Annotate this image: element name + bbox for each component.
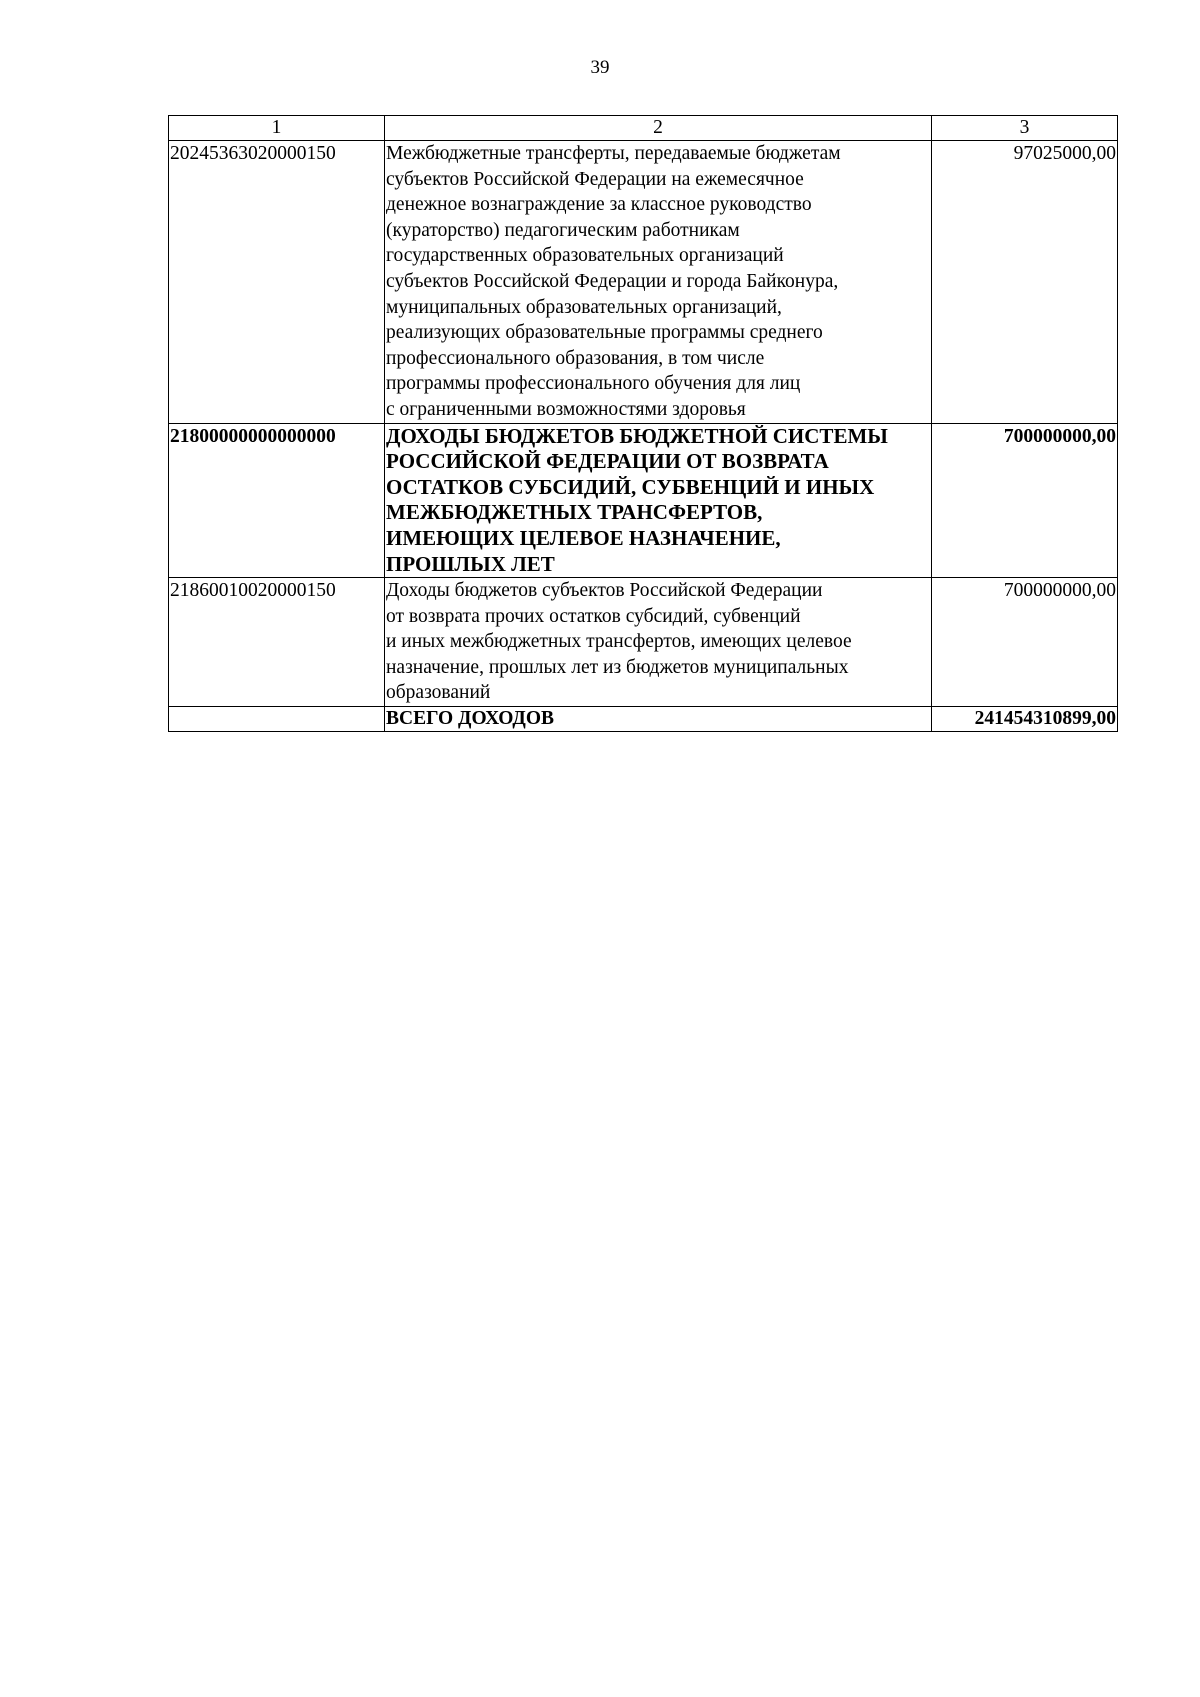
revenue-name-line: Межбюджетные трансферты, передаваемые бюджетам bbox=[386, 143, 841, 164]
table-row bbox=[169, 141, 1118, 424]
revenue-amount: 700000000,00 bbox=[932, 578, 1118, 707]
revenue-name-line: от возврата прочих остатков субсидий, субвенций bbox=[386, 605, 801, 627]
total-label: ВСЕГО ДОХОДОВ bbox=[385, 707, 932, 732]
table-total-row bbox=[169, 707, 1118, 732]
column-header-1: 1 bbox=[169, 116, 385, 141]
revenue-name-line: субъектов Российской Федерации на ежемесячное bbox=[386, 168, 804, 190]
revenue-name-line: профессионального образования, в том числе bbox=[386, 347, 765, 369]
revenue-name-line: образований bbox=[386, 682, 491, 704]
revenue-name-line: РОССИЙСКОЙ ФЕДЕРАЦИИ ОТ ВОЗВРАТА bbox=[386, 449, 829, 474]
revenue-table bbox=[168, 115, 1118, 732]
revenue-amount: 700000000,00 bbox=[932, 423, 1118, 578]
revenue-name bbox=[385, 141, 932, 424]
revenue-name-line: ИМЕЮЩИХ ЦЕЛЕВОЕ НАЗНАЧЕНИЕ, bbox=[386, 525, 781, 550]
table-row-section bbox=[169, 423, 1118, 578]
revenue-name-line: программы профессионального обучения для лиц bbox=[386, 373, 801, 395]
revenue-name-line: ПРОШЛЫХ ЛЕТ bbox=[386, 551, 555, 576]
revenue-name-line: денежное вознаграждение за классное руководство bbox=[386, 194, 812, 216]
column-header-2: 2 bbox=[385, 116, 932, 141]
total-amount: 241454310899,00 bbox=[932, 707, 1118, 732]
revenue-name bbox=[385, 423, 932, 578]
revenue-name-line: с ограниченными возможностями здоровья bbox=[386, 398, 746, 420]
budget-code: 21800000000000000 bbox=[169, 423, 385, 578]
revenue-name-line: ОСТАТКОВ СУБСИДИЙ, СУБВЕНЦИЙ И ИНЫХ bbox=[386, 474, 875, 499]
revenue-name-line: ДОХОДЫ БЮДЖЕТОВ БЮДЖЕТНОЙ СИСТЕМЫ bbox=[386, 423, 888, 448]
revenue-name-line: (кураторство) педагогическим работникам bbox=[386, 219, 740, 241]
budget-code: 20245363020000150 bbox=[169, 141, 385, 424]
total-code bbox=[169, 707, 385, 732]
revenue-name-line: государственных образовательных организаций bbox=[386, 245, 784, 267]
page-number: 39 bbox=[590, 57, 610, 78]
revenue-name-line: МЕЖБЮДЖЕТНЫХ ТРАНСФЕРТОВ, bbox=[386, 500, 763, 525]
table-header-row bbox=[169, 116, 1118, 141]
revenue-name-line: реализующих образовательные программы среднего bbox=[386, 322, 823, 344]
revenue-amount: 97025000,00 bbox=[932, 141, 1118, 424]
revenue-name-line: муниципальных образовательных организаций, bbox=[386, 296, 782, 318]
column-header-3: 3 bbox=[932, 116, 1118, 141]
revenue-name-line: назначение, прошлых лет из бюджетов муниципальных bbox=[386, 656, 849, 678]
revenue-name-line: и иных межбюджетных трансфертов, имеющих целевое bbox=[386, 631, 852, 653]
table-row bbox=[169, 578, 1118, 707]
revenue-name-line: Доходы бюджетов субъектов Российской Федерации bbox=[386, 580, 823, 602]
revenue-name bbox=[385, 578, 932, 707]
revenue-name-line: субъектов Российской Федерации и города Байконура, bbox=[386, 270, 839, 292]
budget-code: 21860010020000150 bbox=[169, 578, 385, 707]
